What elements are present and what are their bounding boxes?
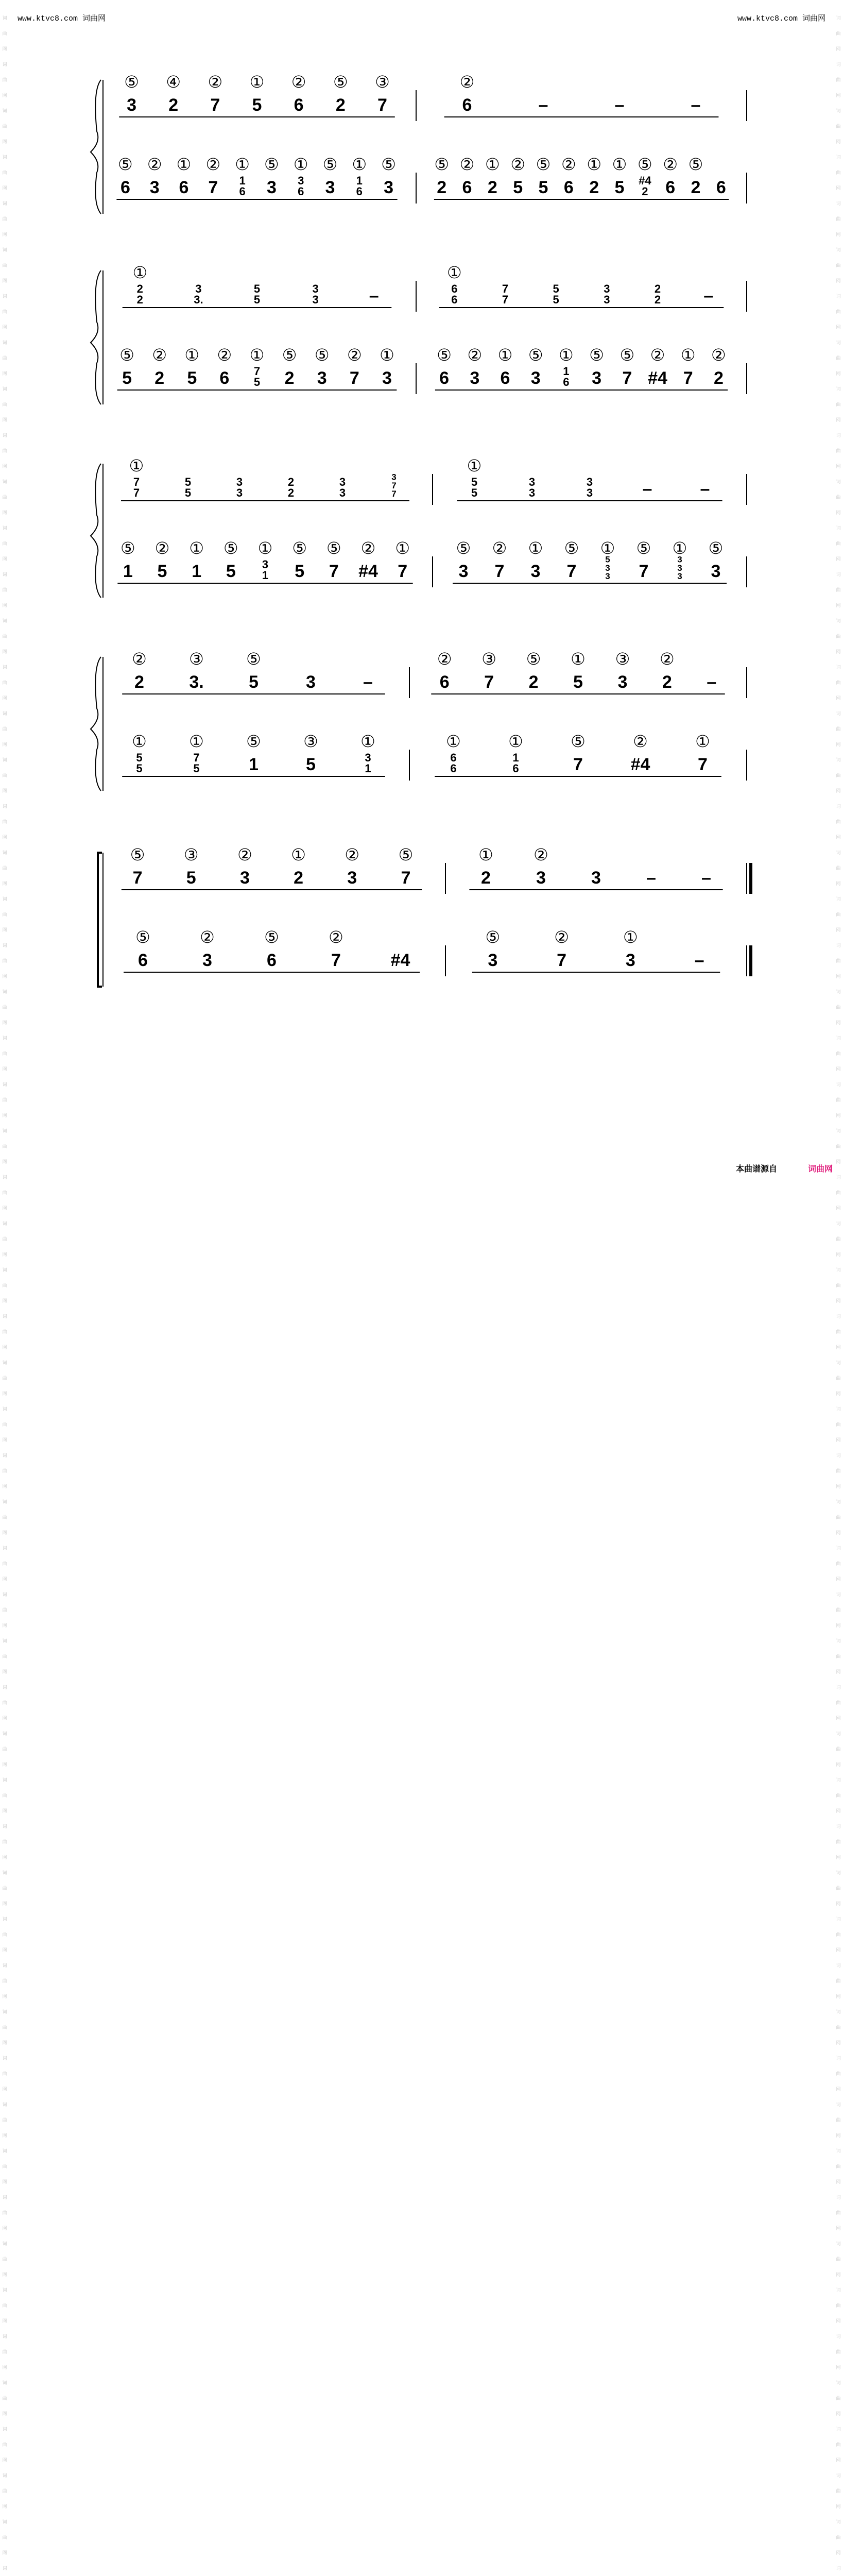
bass-fingering: ①	[132, 732, 147, 751]
bass-fingering: ⑤	[528, 346, 543, 364]
footer-brand-link[interactable]: 词曲网	[807, 1165, 833, 1174]
bass-note: 7	[193, 751, 200, 765]
treble-note: 2	[294, 868, 304, 888]
bass-note: 5	[253, 376, 261, 388]
treble-fingering: ③	[375, 73, 390, 91]
bass-note: 7	[494, 562, 505, 581]
bass-note: 6	[563, 178, 574, 197]
bass-note: 7	[349, 368, 359, 388]
treble-note: 3	[236, 476, 243, 489]
bass-note: 1	[262, 569, 269, 582]
treble-note: 2	[335, 95, 346, 115]
treble-note: 3	[604, 282, 610, 296]
treble-fingering: ②	[208, 73, 223, 91]
treble-note: 3	[347, 868, 357, 888]
treble-note: 3.	[189, 672, 204, 692]
bass-note: 7	[398, 562, 408, 581]
bass-fingering: ①	[559, 346, 574, 364]
side-watermark-right: 词曲网 词曲网 词曲网 词曲网 词曲网 词曲网 词曲网 词曲网 词曲网 词曲网 词曲网 词曲网 词曲网 词曲网 词曲网 词曲网 词曲网 词曲网 词曲网 词曲网 词曲网 词曲网 词曲网 词曲网 词曲网 词曲网 词曲网 词曲网 词曲网 词曲网 词曲网 词曲网 词曲网 词曲网 词曲网 词曲网 词曲网 词曲网 词曲网 词曲网 词曲网 词曲网 词曲网 词曲网 词曲网 词曲网 词曲网 词曲网 词曲网 词曲网 词曲网 词曲网 词曲网 词曲网 词曲网 词	[836, 15, 841, 2571]
treble-fingering: ①	[249, 73, 265, 91]
bass-note: 7	[573, 755, 583, 774]
treble-note: 3	[391, 472, 397, 482]
bass-note: 1	[123, 562, 133, 581]
bass-note: 3	[625, 951, 635, 970]
bass-fingering: ②	[467, 346, 483, 364]
treble-note: 2	[134, 672, 144, 692]
treble-note: 3	[528, 486, 536, 499]
bass-note: 5	[136, 762, 143, 775]
bass-fingering: ①	[395, 539, 410, 557]
treble-fingering: ⑤	[124, 73, 139, 91]
bass-fingering: ①	[249, 346, 265, 364]
bass-fingering: ①	[680, 346, 696, 364]
site-header-left: www.ktvc8.com 词曲网	[18, 14, 106, 23]
bass-note: 1	[192, 562, 202, 581]
bass-note: 2	[284, 368, 295, 388]
treble-note: 3.	[194, 293, 203, 306]
bass-fingering: ⑤	[120, 539, 135, 557]
bass-fingering: ②	[347, 346, 362, 364]
bass-note: 3	[605, 563, 610, 573]
treble-fingering: ②	[660, 650, 675, 668]
bass-fingering: ⑤	[282, 346, 297, 364]
treble-note: 6	[451, 293, 458, 306]
bass-fingering: ①	[612, 155, 627, 174]
bass-fingering: ②	[554, 928, 569, 946]
bass-fingering: ⑤	[637, 155, 652, 174]
bass-note: 7	[698, 755, 708, 774]
treble-note: –	[369, 286, 379, 306]
bass-note: 2	[487, 178, 497, 197]
treble-note: –	[646, 868, 656, 888]
treble-note: 5	[184, 476, 192, 489]
bass-note: 3	[605, 571, 610, 581]
bass-fingering: ①	[352, 155, 367, 174]
bass-fingering: ①	[446, 732, 461, 751]
bass-note: 7	[639, 562, 649, 581]
treble-note: 2	[136, 293, 143, 306]
treble-fingering: ①	[129, 456, 144, 475]
treble-fingering: ⑤	[246, 650, 261, 668]
bass-fingering: ①	[587, 155, 602, 174]
treble-note: 3	[591, 868, 601, 888]
treble-note: 7	[132, 868, 143, 888]
bass-note: 3	[711, 562, 721, 581]
treble-fingering: ⑤	[526, 650, 541, 668]
system-1	[91, 73, 747, 214]
bass-note: 2	[642, 185, 648, 198]
treble-fingering: ②	[534, 845, 548, 864]
treble-note: 7	[210, 95, 220, 115]
bass-note: 7	[208, 178, 218, 197]
treble-note: 5	[253, 282, 261, 296]
bass-note: 6	[500, 368, 510, 388]
bass-note: 5	[136, 751, 143, 765]
treble-note: 2	[654, 293, 661, 306]
treble-note: 7	[133, 476, 140, 489]
bass-note: 5	[513, 178, 523, 197]
bass-note: 1	[249, 755, 259, 774]
system-bracket	[98, 853, 102, 987]
bass-note: 7	[331, 951, 341, 970]
system-4	[91, 650, 747, 791]
treble-fingering: ③	[189, 650, 204, 668]
treble-note: 2	[287, 486, 295, 499]
bass-note: 3	[530, 368, 541, 388]
bass-fingering: ②	[561, 155, 576, 174]
bass-note: 6	[356, 185, 363, 198]
bass-fingering: ⑤	[485, 928, 501, 946]
bass-note: 7	[683, 368, 693, 388]
bass-fingering: ⑤	[456, 539, 471, 557]
bass-note: 3	[458, 562, 469, 581]
treble-note: 5	[184, 486, 192, 499]
treble-fingering: ③	[615, 650, 630, 668]
bass-fingering: ②	[205, 155, 221, 174]
bass-note: 6	[138, 951, 148, 970]
bass-note: 2	[154, 368, 165, 388]
bass-note: 6	[716, 178, 726, 197]
bass-note: 1	[365, 762, 371, 775]
bass-note: 3	[262, 558, 269, 571]
bass-note: 3	[530, 562, 541, 581]
system-2	[91, 263, 747, 404]
bass-fingering: ⑤	[589, 346, 604, 364]
treble-note: 6	[439, 672, 450, 692]
bass-fingering: ②	[329, 928, 343, 946]
bass-note: 3	[365, 751, 371, 765]
bass-fingering: ②	[459, 155, 475, 174]
bass-fingering: ②	[633, 732, 648, 751]
treble-note: 2	[287, 476, 295, 489]
treble-note: –	[642, 479, 652, 499]
side-watermark-left: 词曲网 词曲网 词曲网 词曲网 词曲网 词曲网 词曲网 词曲网 词曲网 词曲网 词曲网 词曲网 词曲网 词曲网 词曲网 词曲网 词曲网 词曲网 词曲网 词曲网 词曲网 词曲网 词曲网 词曲网 词曲网 词曲网 词曲网 词曲网 词曲网 词曲网 词曲网 词曲网 词曲网 词曲网 词曲网 词曲网 词曲网 词曲网 词曲网 词曲网 词曲网 词曲网 词曲网 词曲网 词曲网 词曲网 词曲网 词曲网 词曲网 词曲网 词曲网 词曲网 词曲网 词曲网 词曲网 词	[2, 15, 7, 2571]
treble-note: 3	[195, 282, 202, 296]
treble-fingering: ②	[291, 73, 306, 91]
bass-fingering: ①	[380, 346, 394, 364]
bass-fingering: ①	[257, 539, 273, 557]
treble-note: 5	[252, 95, 262, 115]
treble-note: 7	[502, 282, 509, 296]
bass-note: 6	[450, 762, 457, 775]
bass-note: 6	[239, 185, 246, 198]
treble-note: 7	[484, 672, 494, 692]
treble-note: –	[614, 95, 625, 115]
treble-note: 5	[471, 476, 478, 489]
bass-fingering: ①	[528, 539, 543, 557]
treble-fingering: ①	[132, 263, 148, 282]
treble-note: 5	[249, 672, 259, 692]
bass-fingering: ②	[510, 155, 526, 174]
bass-fingering: ⑤	[322, 155, 338, 174]
bass-note: 5	[226, 562, 236, 581]
treble-fingering: ②	[132, 650, 147, 668]
bass-note: 7	[566, 562, 577, 581]
bass-fingering: ⑤	[135, 928, 150, 946]
treble-fingering: ⑤	[130, 845, 145, 864]
treble-note: 3	[536, 868, 546, 888]
treble-fingering: ①	[478, 845, 493, 864]
bass-fingering: ②	[360, 539, 376, 557]
treble-note: 5	[186, 868, 196, 888]
treble-note: 5	[471, 486, 478, 499]
treble-note: 5	[553, 293, 559, 306]
bass-note: 3	[384, 178, 394, 197]
bass-fingering: ②	[492, 539, 507, 557]
bass-fingering: ②	[147, 155, 162, 174]
bass-note: 5	[295, 562, 305, 581]
bass-fingering: ③	[303, 732, 318, 751]
bass-fingering: ⑤	[223, 539, 238, 557]
treble-note: 3	[586, 486, 593, 499]
bass-note: 1	[239, 174, 246, 188]
bass-fingering: ⑤	[246, 732, 261, 751]
bass-note: 3	[488, 951, 498, 970]
bass-note: 3	[149, 178, 160, 197]
treble-note: –	[707, 672, 717, 692]
bass-note: 3	[202, 951, 212, 970]
bass-fingering: ②	[152, 346, 167, 364]
treble-note: 5	[553, 282, 559, 296]
treble-note: –	[538, 95, 548, 115]
bass-fingering: ②	[711, 346, 726, 364]
bass-note: 7	[557, 951, 567, 970]
bass-fingering: ⑤	[381, 155, 396, 174]
treble-fingering: ⑤	[333, 73, 348, 91]
treble-note: 3	[312, 282, 319, 296]
treble-note: 7	[391, 489, 397, 499]
bass-note: 2	[713, 368, 724, 388]
treble-fingering: ③	[183, 845, 199, 864]
treble-note: 6	[462, 95, 472, 115]
bass-note: #4	[390, 951, 410, 970]
bass-fingering: ⑤	[326, 539, 341, 557]
treble-fingering: ③	[481, 650, 496, 668]
treble-fingering: ①	[446, 263, 462, 282]
treble-note: 7	[401, 868, 411, 888]
bass-fingering: ⑤	[314, 346, 330, 364]
treble-note: 7	[502, 293, 509, 306]
treble-fingering: ④	[166, 73, 181, 91]
bass-note: 3	[592, 368, 602, 388]
bass-fingering: ①	[485, 155, 500, 174]
treble-note: 7	[133, 486, 140, 499]
treble-note: 2	[481, 868, 491, 888]
bass-fingering: ⑤	[434, 155, 450, 174]
bass-note: #4	[358, 562, 378, 581]
treble-note: –	[701, 868, 711, 888]
treble-note: 3	[239, 868, 250, 888]
bass-note: 6	[563, 376, 570, 388]
bass-fingering: ⑤	[688, 155, 703, 174]
system-brace	[91, 464, 101, 598]
bass-fingering: ②	[650, 346, 665, 364]
bass-note: 3	[677, 563, 682, 573]
bass-fingering: ②	[217, 346, 232, 364]
treble-note: 3	[604, 293, 610, 306]
bass-note: –	[694, 951, 704, 970]
bass-note: 3	[298, 174, 304, 188]
treble-note: 2	[136, 282, 143, 296]
bass-fingering: ⑤	[119, 346, 134, 364]
treble-note: 6	[294, 95, 304, 115]
treble-fingering: ①	[467, 456, 482, 475]
bass-note: 5	[306, 755, 316, 774]
bass-note: 6	[665, 178, 676, 197]
bass-note: 2	[691, 178, 701, 197]
bass-note: 3	[382, 368, 392, 388]
bass-note: 6	[179, 178, 189, 197]
bass-note: 5	[538, 178, 548, 197]
treble-note: 2	[528, 672, 539, 692]
system-brace	[91, 270, 101, 404]
bass-note: 6	[439, 368, 450, 388]
bass-fingering: ①	[184, 346, 200, 364]
bass-note: 6	[267, 951, 277, 970]
bass-note: 6	[120, 178, 130, 197]
bass-fingering: ①	[497, 346, 513, 364]
treble-note: 2	[662, 672, 672, 692]
bass-fingering: ⑤	[571, 732, 586, 751]
treble-note: 5	[573, 672, 583, 692]
bass-note: 5	[187, 368, 197, 388]
bass-fingering: ①	[672, 539, 687, 557]
bass-note: 7	[329, 562, 339, 581]
bass-note: 3	[325, 178, 335, 197]
bass-note: 5	[193, 762, 200, 775]
bass-fingering: ⑤	[292, 539, 307, 557]
bass-note: 3	[470, 368, 480, 388]
treble-note: 2	[654, 282, 661, 296]
bass-note: 6	[298, 185, 304, 198]
treble-note: 7	[391, 480, 397, 490]
bass-fingering: ⑤	[536, 155, 551, 174]
treble-note: 3	[306, 672, 316, 692]
bass-note: 1	[356, 174, 363, 188]
bass-note: #4	[639, 174, 651, 188]
bass-fingering: ②	[200, 928, 215, 946]
treble-note: 3	[236, 486, 243, 499]
bass-fingering: ①	[360, 732, 375, 751]
bass-fingering: ①	[235, 155, 250, 174]
bass-note: 5	[614, 178, 625, 197]
treble-note: 3	[127, 95, 137, 115]
bass-fingering: ②	[663, 155, 678, 174]
treble-note: –	[703, 286, 714, 306]
bass-note: 5	[157, 562, 167, 581]
bass-fingering: ⑤	[264, 928, 279, 946]
treble-fingering: ②	[345, 845, 360, 864]
treble-fingering: ⑤	[398, 845, 414, 864]
bass-note: 6	[512, 762, 519, 775]
treble-note: 3	[339, 476, 346, 489]
bass-note: 5	[605, 554, 610, 565]
system-brace	[91, 80, 101, 214]
system-5	[98, 845, 751, 987]
treble-note: 3	[528, 476, 536, 489]
treble-note: 3	[617, 672, 628, 692]
bass-note: 2	[437, 178, 447, 197]
bass-fingering: ①	[293, 155, 308, 174]
bass-fingering: ①	[623, 928, 638, 946]
bass-fingering: ②	[154, 539, 170, 557]
bass-fingering: ⑤	[564, 539, 579, 557]
bass-fingering: ⑤	[636, 539, 651, 557]
treble-note: –	[691, 95, 701, 115]
bass-note: #4	[630, 755, 650, 774]
treble-fingering: ②	[437, 650, 452, 668]
bass-note: 3	[266, 178, 277, 197]
bass-note: 3	[677, 554, 682, 565]
treble-fingering: ②	[237, 845, 252, 864]
bass-note: 1	[512, 751, 519, 765]
bass-note: #4	[648, 368, 667, 388]
bass-fingering: ⑤	[264, 155, 279, 174]
footer	[736, 1162, 833, 1174]
system-brace	[91, 657, 101, 791]
treble-note: 3	[312, 293, 319, 306]
bass-fingering: ⑤	[118, 155, 133, 174]
treble-note: 6	[451, 282, 458, 296]
system-3	[91, 456, 747, 598]
bass-note: 7	[622, 368, 632, 388]
bass-note: 3	[677, 571, 682, 581]
treble-fingering: ①	[291, 845, 306, 864]
bass-note: 6	[219, 368, 230, 388]
treble-fingering: ②	[459, 73, 475, 91]
site-header-right: www.ktvc8.com 词曲网	[737, 14, 825, 23]
bass-note: 6	[462, 178, 472, 197]
bass-fingering: ⑤	[708, 539, 724, 557]
treble-note: –	[363, 672, 373, 692]
bass-note: 5	[122, 368, 132, 388]
treble-note: 3	[586, 476, 593, 489]
treble-note: 7	[377, 95, 387, 115]
bass-fingering: ①	[695, 732, 710, 751]
bass-fingering: ⑤	[620, 346, 635, 364]
footer-source-text: 本曲谱源自	[735, 1165, 777, 1174]
treble-note: –	[700, 479, 710, 499]
bass-fingering: ⑤	[437, 346, 452, 364]
bass-fingering: ①	[176, 155, 192, 174]
treble-note: 3	[339, 486, 346, 499]
bass-fingering: ①	[189, 732, 204, 751]
bass-note: 2	[589, 178, 599, 197]
bass-note: 6	[450, 751, 457, 765]
bass-note: 7	[253, 365, 261, 378]
treble-note: 5	[253, 293, 261, 306]
bass-fingering: ①	[508, 732, 523, 751]
bass-note: 1	[563, 365, 570, 378]
bass-note: 3	[317, 368, 327, 388]
bass-fingering: ①	[600, 539, 615, 557]
treble-fingering: ①	[571, 650, 586, 668]
treble-note: 2	[168, 95, 179, 115]
bass-fingering: ①	[189, 539, 204, 557]
